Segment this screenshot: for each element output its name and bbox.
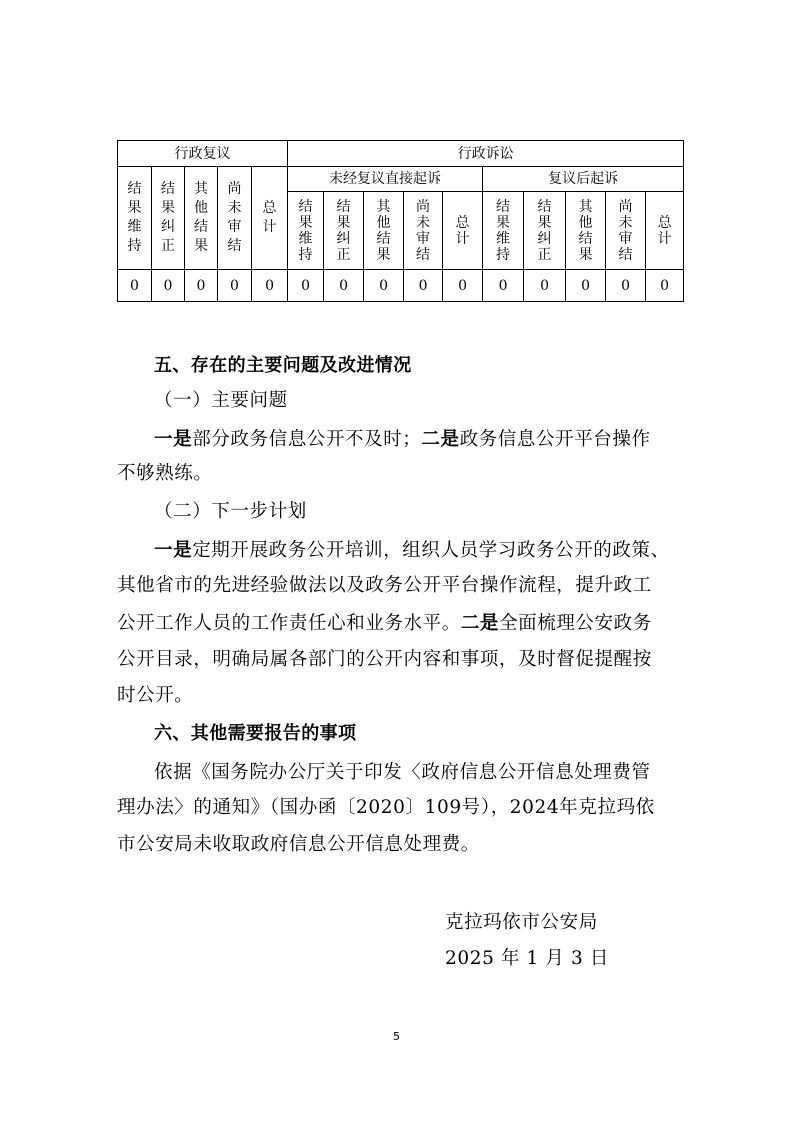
section-5-2-title: （二）下一步计划 [154, 501, 307, 522]
direct-col-5-header: 总计 [443, 192, 483, 270]
review-col-1-header: 结果维持 [118, 167, 152, 270]
header-administrative-review: 行政复议 [118, 141, 288, 167]
review-col-2-header: 结果纠正 [152, 167, 185, 270]
after-col-1-header: 结果维持 [483, 192, 524, 270]
table-cell: 0 [566, 270, 606, 302]
after-col-3-header: 其他结果 [566, 192, 606, 270]
bold-marker: 一是 [154, 540, 193, 561]
paragraph-line: 理办法〉的通知》（国办函〔2020〕109号），2024年克拉玛依 [117, 797, 655, 818]
review-col-4-header: 尚未审结 [218, 167, 252, 270]
table-row [118, 270, 684, 302]
header-administrative-litigation: 行政诉讼 [288, 141, 684, 167]
direct-col-1-header: 结果维持 [288, 192, 324, 270]
table-cell: 0 [483, 270, 524, 302]
review-col-5-header: 总计 [252, 167, 288, 270]
table-cell: 0 [152, 270, 185, 302]
after-col-4-header: 尚未审结 [606, 192, 646, 270]
direct-col-2-header: 结果纠正 [324, 192, 364, 270]
table-cell: 0 [443, 270, 483, 302]
text-run: 部分政务信息公开不及时； [192, 429, 422, 450]
bold-marker: 二是 [460, 613, 500, 634]
table-cell: 0 [606, 270, 646, 302]
header-litigation-after-review: 复议后起诉 [483, 167, 684, 192]
statistics-table [117, 140, 684, 302]
table-cell: 0 [364, 270, 404, 302]
section-6-title: 六、其他需要报告的事项 [154, 723, 357, 744]
paragraph-line [154, 536, 734, 562]
table-header-row-2 [118, 167, 684, 192]
table-cell: 0 [404, 270, 443, 302]
paragraph-line: 依据《国务院办公厅关于印发〈政府信息公开信息处理费管 [154, 762, 651, 783]
paragraph-line: 公开目录，明确局属各部门的公开内容和事项，及时督促提醒按 [117, 649, 652, 670]
table-cell: 0 [324, 270, 364, 302]
paragraph-line [117, 609, 697, 635]
signature-date: 2025 年 1 月 3 日 [445, 948, 609, 969]
table-cell: 0 [646, 270, 684, 302]
after-col-5-header: 总计 [646, 192, 684, 270]
paragraph-line: 时公开。 [117, 685, 194, 706]
text-run: 定期开展政务公开培训，组织人员学习政务公开的政策、 [192, 540, 670, 561]
paragraph-line: 不够熟练。 [117, 463, 213, 484]
direct-col-3-header: 其他结果 [364, 192, 404, 270]
page-number: 5 [393, 1030, 400, 1043]
bold-marker: 一是 [154, 429, 193, 450]
table-cell: 0 [218, 270, 252, 302]
table-cell: 0 [524, 270, 566, 302]
text-run: 公开工作人员的工作责任心和业务水平。 [117, 613, 461, 634]
table-cell: 0 [288, 270, 324, 302]
section-5-1-title: （一）主要问题 [154, 390, 288, 411]
text-run: 全面梳理公安政务 [499, 613, 652, 634]
table-header-row-1 [118, 141, 684, 167]
table-cell: 0 [252, 270, 288, 302]
direct-col-4-header: 尚未审结 [404, 192, 443, 270]
bold-marker: 二是 [421, 429, 460, 450]
section-5-title: 五、存在的主要问题及改进情况 [154, 355, 412, 376]
text-run: 政务信息公开平台操作 [459, 429, 651, 450]
table-cell: 0 [185, 270, 218, 302]
after-col-2-header: 结果纠正 [524, 192, 566, 270]
paragraph-line [154, 425, 734, 451]
signature-org: 克拉玛依市公安局 [445, 912, 598, 933]
paragraph-line: 其他省市的先进经验做法以及政务公开平台操作流程，提升政工 [117, 575, 652, 596]
header-direct-litigation: 未经复议直接起诉 [288, 167, 483, 192]
table-cell: 0 [118, 270, 152, 302]
paragraph-line: 市公安局未收取政府信息公开信息处理费。 [117, 834, 480, 855]
review-col-3-header: 其他结果 [185, 167, 218, 270]
